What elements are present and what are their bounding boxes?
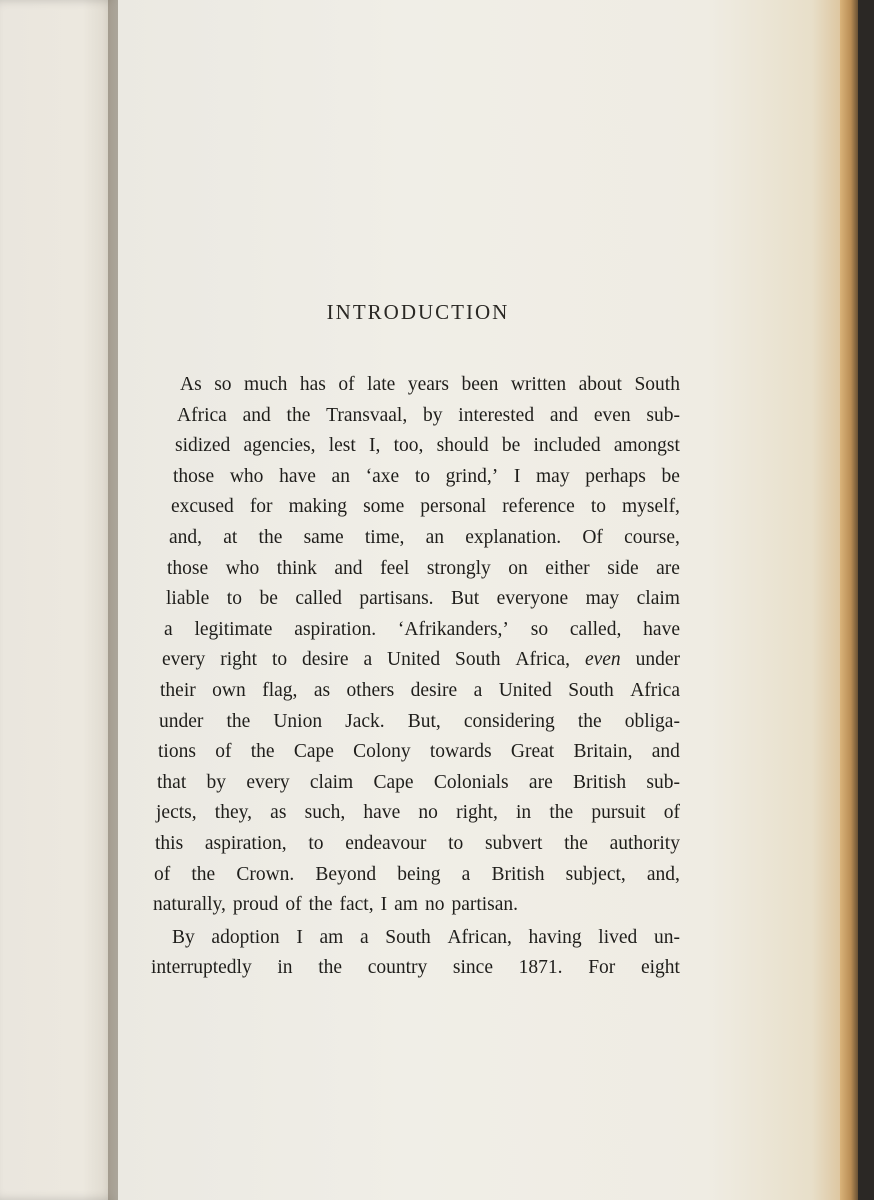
word: no: [424, 894, 445, 916]
word: myself,: [621, 496, 680, 518]
text-line: [150, 370, 680, 401]
word: and: [549, 404, 579, 426]
word: lest: [328, 435, 356, 457]
word: authority: [609, 832, 680, 854]
word: ‘axe: [365, 465, 400, 487]
text-line: [150, 860, 680, 891]
word: since: [452, 957, 493, 979]
word: the: [318, 957, 343, 979]
word: having: [528, 926, 582, 948]
word: British: [573, 771, 627, 793]
word: the: [549, 802, 574, 824]
text-line: [150, 492, 680, 523]
word: the: [226, 710, 251, 732]
word: legitimate: [194, 618, 273, 640]
word: reference: [502, 496, 575, 518]
word: tions: [158, 741, 196, 763]
word: to: [271, 649, 288, 671]
word: a: [363, 649, 373, 671]
word: same: [303, 526, 344, 548]
word: Africa,: [515, 649, 571, 671]
word: But,: [407, 710, 441, 732]
word: much: [244, 374, 288, 395]
word: and,: [646, 863, 680, 885]
word: years: [407, 374, 449, 395]
word: subvert: [484, 832, 543, 854]
word: those: [167, 557, 209, 579]
word: desire: [410, 679, 458, 701]
word: flag,: [262, 679, 298, 701]
word: towards: [429, 741, 492, 763]
text-line: [150, 953, 680, 984]
word: United: [498, 679, 552, 701]
text-line: [150, 676, 680, 707]
word: African,: [447, 926, 512, 948]
word: perhaps: [585, 465, 646, 487]
word: under: [635, 649, 680, 671]
word: are: [656, 557, 680, 579]
word: considering: [463, 710, 555, 732]
word: a: [164, 618, 173, 640]
word: called,: [569, 618, 622, 640]
body-text: [150, 370, 680, 984]
word: of: [154, 863, 171, 885]
word: personal: [420, 496, 487, 518]
word: and,: [169, 526, 203, 548]
word: excused: [171, 496, 234, 518]
word: am: [394, 894, 418, 916]
word: Britain,: [573, 741, 633, 763]
word: of: [663, 802, 680, 824]
word: Africa: [177, 404, 227, 426]
word: Colonials: [433, 771, 509, 793]
word: 1871.: [518, 957, 563, 979]
word: South: [454, 649, 501, 671]
word: course,: [624, 526, 680, 548]
word: endeavour: [345, 832, 427, 854]
word: so: [530, 618, 549, 640]
word: feel: [380, 557, 410, 579]
text-line: [150, 462, 680, 493]
word: every: [162, 649, 206, 671]
word: those: [173, 465, 215, 487]
word: aspiration.: [294, 618, 377, 640]
word: South: [634, 374, 680, 395]
word: Beyond: [315, 863, 377, 885]
word: they,: [214, 802, 252, 824]
word: to: [414, 465, 430, 487]
word: liable: [166, 588, 210, 610]
word: even: [584, 649, 621, 671]
word: be: [661, 465, 680, 487]
word: a: [461, 863, 471, 885]
word: Africa: [630, 679, 680, 701]
word: be: [501, 435, 521, 457]
word: grind,’: [445, 465, 499, 487]
chapter-heading: INTRODUCTION: [326, 300, 510, 324]
word: I: [380, 894, 388, 916]
word: sub-: [646, 771, 680, 793]
word: and: [651, 741, 680, 763]
word: Union: [273, 710, 323, 732]
word: as: [270, 802, 287, 824]
text-line: [150, 768, 680, 799]
text-line: [150, 829, 680, 860]
word: every: [246, 771, 290, 793]
word: proud: [232, 894, 279, 916]
word: that: [157, 771, 187, 793]
word: should: [436, 435, 489, 457]
word: lived: [598, 926, 638, 948]
word: to: [590, 496, 606, 518]
word: such,: [304, 802, 346, 824]
text-line: [150, 737, 680, 768]
word: an: [425, 526, 445, 548]
word: of: [338, 374, 355, 395]
text-line: [150, 584, 680, 615]
word: late: [367, 374, 396, 395]
text-line: [150, 923, 680, 954]
word: may: [536, 465, 570, 487]
word: naturally,: [153, 894, 226, 916]
word: to: [448, 832, 464, 854]
word: country: [367, 957, 428, 979]
word: agencies,: [243, 435, 316, 457]
word: interruptedly: [151, 957, 252, 979]
word: who: [225, 557, 260, 579]
word: am: [319, 926, 344, 948]
word: for: [249, 496, 273, 518]
word: British: [491, 863, 545, 885]
word: ‘Afrikanders,’: [397, 618, 509, 640]
word: South: [385, 926, 431, 948]
word: called: [295, 588, 342, 610]
word: partisan.: [451, 894, 519, 916]
word: in: [277, 957, 293, 979]
text-line: [150, 554, 680, 585]
word: the: [191, 863, 216, 885]
word: But: [451, 588, 480, 610]
word: the: [286, 404, 311, 426]
word: their: [160, 679, 196, 701]
word: has: [299, 374, 326, 395]
text-line: [150, 707, 680, 738]
word: the: [577, 710, 602, 732]
word: strongly: [426, 557, 491, 579]
word: making: [288, 496, 348, 518]
page-edge: [840, 0, 858, 1200]
word: adoption: [211, 926, 280, 948]
word: explanation.: [465, 526, 562, 548]
word: interested: [458, 404, 535, 426]
word: been: [461, 374, 499, 395]
word: Cape: [373, 771, 414, 793]
text-line: [150, 645, 680, 676]
word: South: [568, 679, 614, 701]
word: partisans.: [359, 588, 434, 610]
word: Cape: [293, 741, 334, 763]
word: own: [212, 679, 246, 701]
word: some: [363, 496, 405, 518]
word: being: [397, 863, 441, 885]
word: jects,: [156, 802, 197, 824]
word: as: [313, 679, 331, 701]
word: pursuit: [591, 802, 646, 824]
word: even: [593, 404, 631, 426]
word: either: [545, 557, 590, 579]
word: by: [206, 771, 227, 793]
word: Transvaal,: [326, 404, 408, 426]
word: subject,: [565, 863, 626, 885]
word: Great: [510, 741, 555, 763]
word: time,: [364, 526, 405, 548]
word: who: [229, 465, 264, 487]
word: have: [643, 618, 680, 640]
word: right,: [456, 802, 498, 824]
word: sub-: [646, 404, 680, 426]
word: side: [607, 557, 639, 579]
word: have: [363, 802, 401, 824]
word: of: [285, 894, 302, 916]
word: Of: [582, 526, 603, 548]
word: everyone: [496, 588, 569, 610]
word: By: [172, 926, 195, 948]
word: the: [258, 526, 283, 548]
word: a: [473, 679, 483, 701]
word: amongst: [613, 435, 680, 457]
text-line: [150, 890, 680, 921]
word: a: [359, 926, 369, 948]
word: too,: [393, 435, 424, 457]
text-line: [150, 431, 680, 462]
word: to: [308, 832, 324, 854]
word: eight: [640, 957, 680, 979]
word: may: [585, 588, 620, 610]
text-line: [150, 798, 680, 829]
word: sidized: [175, 435, 231, 457]
word: of: [215, 741, 232, 763]
word: claim: [636, 588, 680, 610]
word: and: [242, 404, 271, 426]
word: on: [508, 557, 528, 579]
word: I,: [369, 435, 381, 457]
word: claim: [309, 771, 354, 793]
word: the: [564, 832, 588, 854]
word: so: [214, 374, 232, 395]
word: this: [155, 832, 184, 854]
word: by: [423, 404, 443, 426]
word: written: [510, 374, 567, 395]
text-line: [150, 401, 680, 432]
word: no: [418, 802, 438, 824]
word: United: [387, 649, 441, 671]
facing-page: [0, 0, 118, 1200]
word: the: [308, 894, 333, 916]
word: have: [279, 465, 316, 487]
word: others: [346, 679, 395, 701]
text-line: [150, 523, 680, 554]
word: obliga-: [624, 710, 680, 732]
word: right: [220, 649, 258, 671]
word: in: [516, 802, 532, 824]
word: Jack.: [345, 710, 385, 732]
word: an: [331, 465, 350, 487]
word: included: [533, 435, 601, 457]
text-line: [150, 615, 680, 646]
word: aspiration,: [204, 832, 287, 854]
word: As: [180, 374, 202, 395]
word: under: [159, 710, 204, 732]
word: are: [528, 771, 553, 793]
word: and: [334, 557, 363, 579]
word: I: [296, 926, 303, 948]
word: the: [250, 741, 275, 763]
word: at: [223, 526, 238, 548]
word: Crown.: [236, 863, 295, 885]
word: For: [588, 957, 616, 979]
word: un-: [653, 926, 680, 948]
word: desire: [302, 649, 349, 671]
word: about: [578, 374, 622, 395]
word: Colony: [353, 741, 411, 763]
word: to: [226, 588, 242, 610]
word: think: [276, 557, 317, 579]
word: I: [513, 465, 521, 487]
word: fact,: [339, 894, 374, 916]
word: be: [259, 588, 278, 610]
